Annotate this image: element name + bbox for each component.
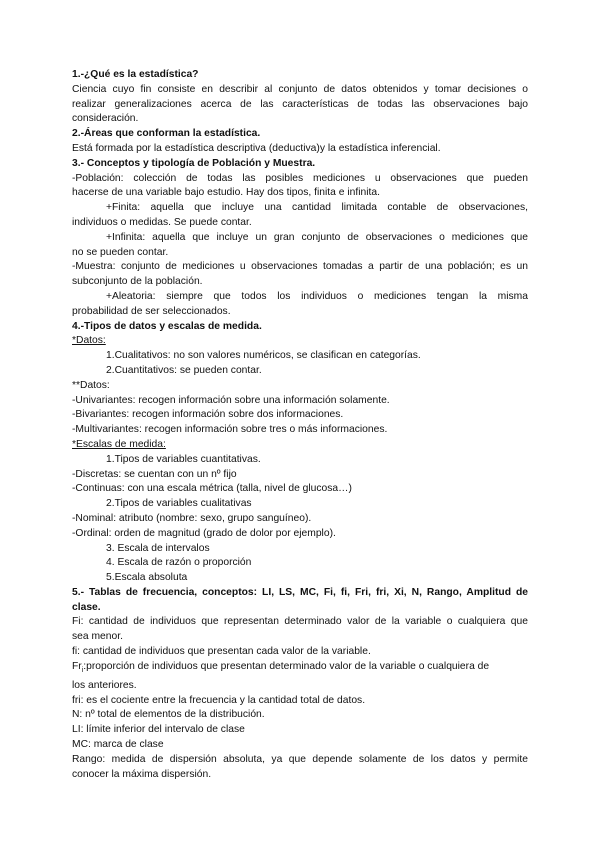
- section-3-line: no se pueden contar.: [72, 246, 169, 258]
- section-4-line: 3. Escala de intervalos: [106, 542, 210, 554]
- section-5-line: Rango: medida de dispersión absoluta, ya que depende solamente de los datos y permite: [72, 753, 528, 765]
- section-3-line: +Aleatoria: siempre que todos los individuos o mediciones tengan la misma: [106, 290, 528, 302]
- section-5-line: fi: cantidad de individuos que presentan cada valor de la variable.: [72, 646, 371, 658]
- section-3-line: -Muestra: conjunto de mediciones u observaciones tomadas a partir de una población; es un: [72, 261, 528, 273]
- section-1-line: consideración.: [72, 113, 139, 125]
- section-4-line: -Bivariantes: recogen información sobre dos informaciones.: [72, 409, 344, 421]
- section-5-line: [72, 660, 528, 679]
- section-1-heading: 1.-¿Qué es la estadística?: [72, 69, 199, 80]
- section-5-heading-cont: clase.: [72, 601, 101, 613]
- section-4-line: -Multivariantes: recogen información sobre tres o más informaciones.: [72, 424, 388, 436]
- section-4-line: 5.Escala absoluta: [106, 572, 188, 584]
- fri-subscript: i: [81, 666, 84, 674]
- section-5-line: conocer la máxima dispersión.: [72, 768, 212, 780]
- section-3-line: hacerse de una variable bajo estudio. Hay dos tipos, finita e infinita.: [72, 187, 380, 199]
- section-5-line: fri: es el cociente entre la frecuencia y la cantidad total de datos.: [72, 694, 366, 706]
- section-4-line: -Univariantes: recogen información sobre una información solamente.: [72, 394, 390, 406]
- section-4-line: **Datos:: [72, 379, 110, 391]
- section-4-line: 2.Cuantitativos: se pueden contar.: [106, 364, 262, 376]
- section-3-line: +Finita: aquella que incluye una cantidad limitada contable de observaciones,: [106, 202, 528, 214]
- section-1-line: Ciencia cuyo fin consiste en describir al conjunto de datos obtenidos y tomar decisiones o: [72, 83, 528, 95]
- section-4-line: 1.Cualitativos: no son valores numéricos, se clasifican en categorías.: [106, 350, 421, 362]
- section-5-line: MC: marca de clase: [72, 738, 164, 750]
- section-4-line: 2.Tipos de variables cualitativas: [106, 498, 252, 510]
- section-4-line: -Nominal: atributo (nombre: sexo, grupo sanguíneo).: [72, 512, 312, 524]
- section-3-line: +Infinita: aquella que incluye un gran conjunto de observaciones o mediciones que: [106, 231, 528, 243]
- section-3-line: probabilidad de ser seleccionados.: [72, 305, 231, 317]
- section-1-line: realizar generalizaciones acerca de las características de todas las observaciones bajo: [72, 98, 528, 110]
- section-4-line: 1.Tipos de variables cuantitativas.: [106, 453, 261, 465]
- document-page: [72, 68, 528, 782]
- fri-term: Fr: [72, 660, 82, 672]
- section-5-heading: 5.- Tablas de frecuencia, conceptos: LI, LS, MC, Fi, fi, Fri, fri, Xi, N, Rango, Amplitud de: [72, 586, 528, 598]
- fri-definition: :proporción de individuos que presentan determinado valor de la variable o cualquiera de: [83, 660, 490, 672]
- datos-subheading: *Datos:: [72, 335, 106, 347]
- section-4-line: 4. Escala de razón o proporción: [106, 557, 252, 569]
- section-5-line: N: nº total de elementos de la distribución.: [72, 709, 265, 721]
- section-3-line: -Población: colección de todas las posibles mediciones u observaciones que pueden: [72, 172, 528, 184]
- section-5-line: Fi: cantidad de individuos que representan determinado valor de la variable o cualquiera que: [72, 616, 528, 628]
- escalas-subheading: *Escalas de medida:: [72, 438, 166, 450]
- section-3-line: individuos o medidas. Se puede contar.: [72, 216, 252, 228]
- section-4-line: -Discretas: se cuentan con un nº fijo: [72, 468, 237, 480]
- section-5-line: los anteriores.: [72, 679, 137, 691]
- section-4-heading: 4.-Tipos de datos y escalas de medida.: [72, 320, 262, 332]
- section-2-line: Está formada por la estadística descriptiva (deductiva)y la estadística inferencial.: [72, 142, 441, 154]
- section-3-line: subconjunto de la población.: [72, 276, 203, 288]
- section-2-heading: 2.-Áreas que conforman la estadística.: [72, 128, 261, 140]
- section-5-line: sea menor.: [72, 631, 123, 643]
- section-4-line: -Continuas: con una escala métrica (talla, nivel de glucosa…): [72, 483, 352, 495]
- section-5-line: LI: límite inferior del intervalo de clase: [72, 724, 245, 736]
- section-4-line: -Ordinal: orden de magnitud (grado de dolor por ejemplo).: [72, 527, 336, 539]
- section-3-heading: 3.- Conceptos y tipología de Población y Muestra.: [72, 157, 316, 169]
